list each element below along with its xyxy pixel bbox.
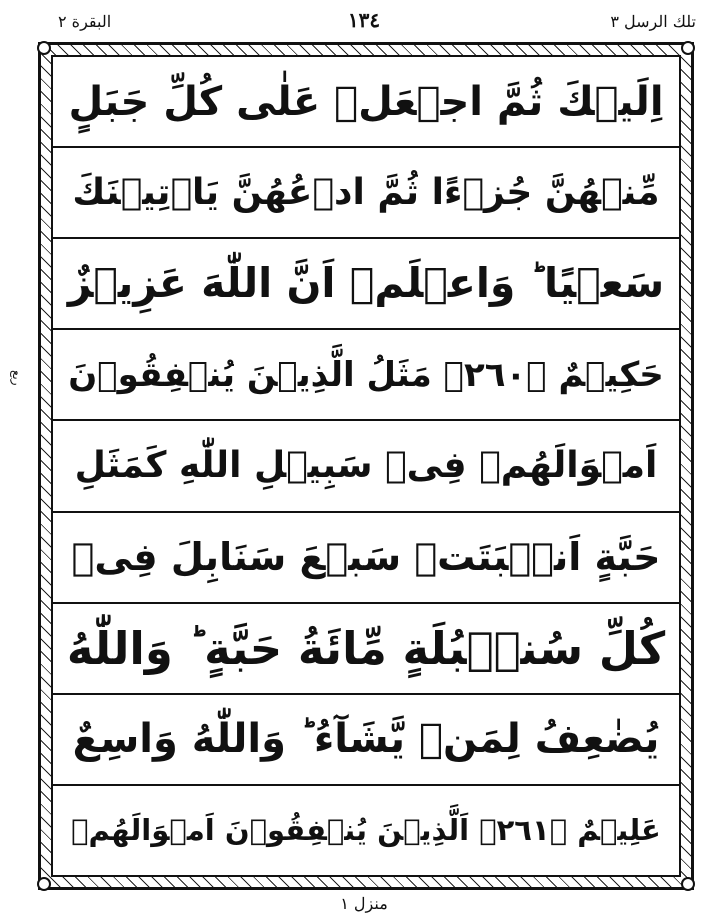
verse-line-text: حَبَّةٍ اَنۡۢبَتَتۡ سَبۡعَ سَنَابِلَ فِىۡ [71, 535, 661, 580]
ruku-marker: ربع [10, 370, 24, 386]
page-number: ١٣٤ [347, 8, 381, 32]
verse-line-3 [53, 239, 679, 330]
verse-line-text: مِّنۡهُنَّ جُزۡءًا ثُمَّ ادۡعُهُنَّ يَاۡتِيۡنَكَ [72, 171, 660, 213]
verse-lines [53, 57, 679, 875]
verse-line-2 [53, 148, 679, 239]
corner-ornament-icon [681, 877, 695, 891]
verse-line-5 [53, 421, 679, 512]
verse-line-text: اِلَيۡكَ ثُمَّ اجۡعَلۡ عَلٰى كُلِّ جَبَلٍ [68, 78, 664, 125]
corner-ornament-icon [37, 41, 51, 55]
text-area [51, 55, 681, 877]
verse-line-4 [53, 330, 679, 421]
corner-ornament-icon [37, 877, 51, 891]
page-header [0, 0, 728, 40]
verse-line-text: عَلِيۡمٌ ﴿٢٦١﴾ اَلَّذِيۡنَ يُنۡفِقُوۡنَ اَمۡوَالَهُمۡ [71, 812, 661, 847]
verse-line-6 [53, 513, 679, 604]
corner-ornament-icon [681, 41, 695, 55]
page-border [38, 42, 694, 890]
verse-line-text: حَكِيۡمٌ ﴿٢٦٠﴾ مَثَلُ الَّذِيۡنَ يُنۡفِقُوۡنَ [68, 354, 664, 395]
verse-line-7 [53, 604, 679, 695]
verse-line-9 [53, 786, 679, 875]
verse-line-8 [53, 695, 679, 786]
verse-line-text: كُلِّ سُنۡۢبُلَةٍ مِّائَةُ حَبَّةٍ ؕ وَاللّٰهُ [66, 621, 666, 675]
surah-name: البقرة ٢ [58, 12, 112, 31]
verse-line-text: اَمۡوَالَهُمۡ فِىۡ سَبِيۡلِ اللّٰهِ كَمَثَلِ [74, 444, 658, 486]
verse-line-text: يُضٰعِفُ لِمَنۡ يَّشَآءُ ؕ وَاللّٰهُ وَاسِعٌ [72, 716, 660, 763]
juz-name: تلك الرسل ٣ [610, 12, 696, 31]
verse-line-text: سَعۡيًا ؕ وَاعۡلَمۡ اَنَّ اللّٰهَ عَزِيۡزٌ [67, 259, 665, 308]
manzil-footer: منزل ١ [340, 894, 388, 913]
verse-line-1 [53, 57, 679, 148]
